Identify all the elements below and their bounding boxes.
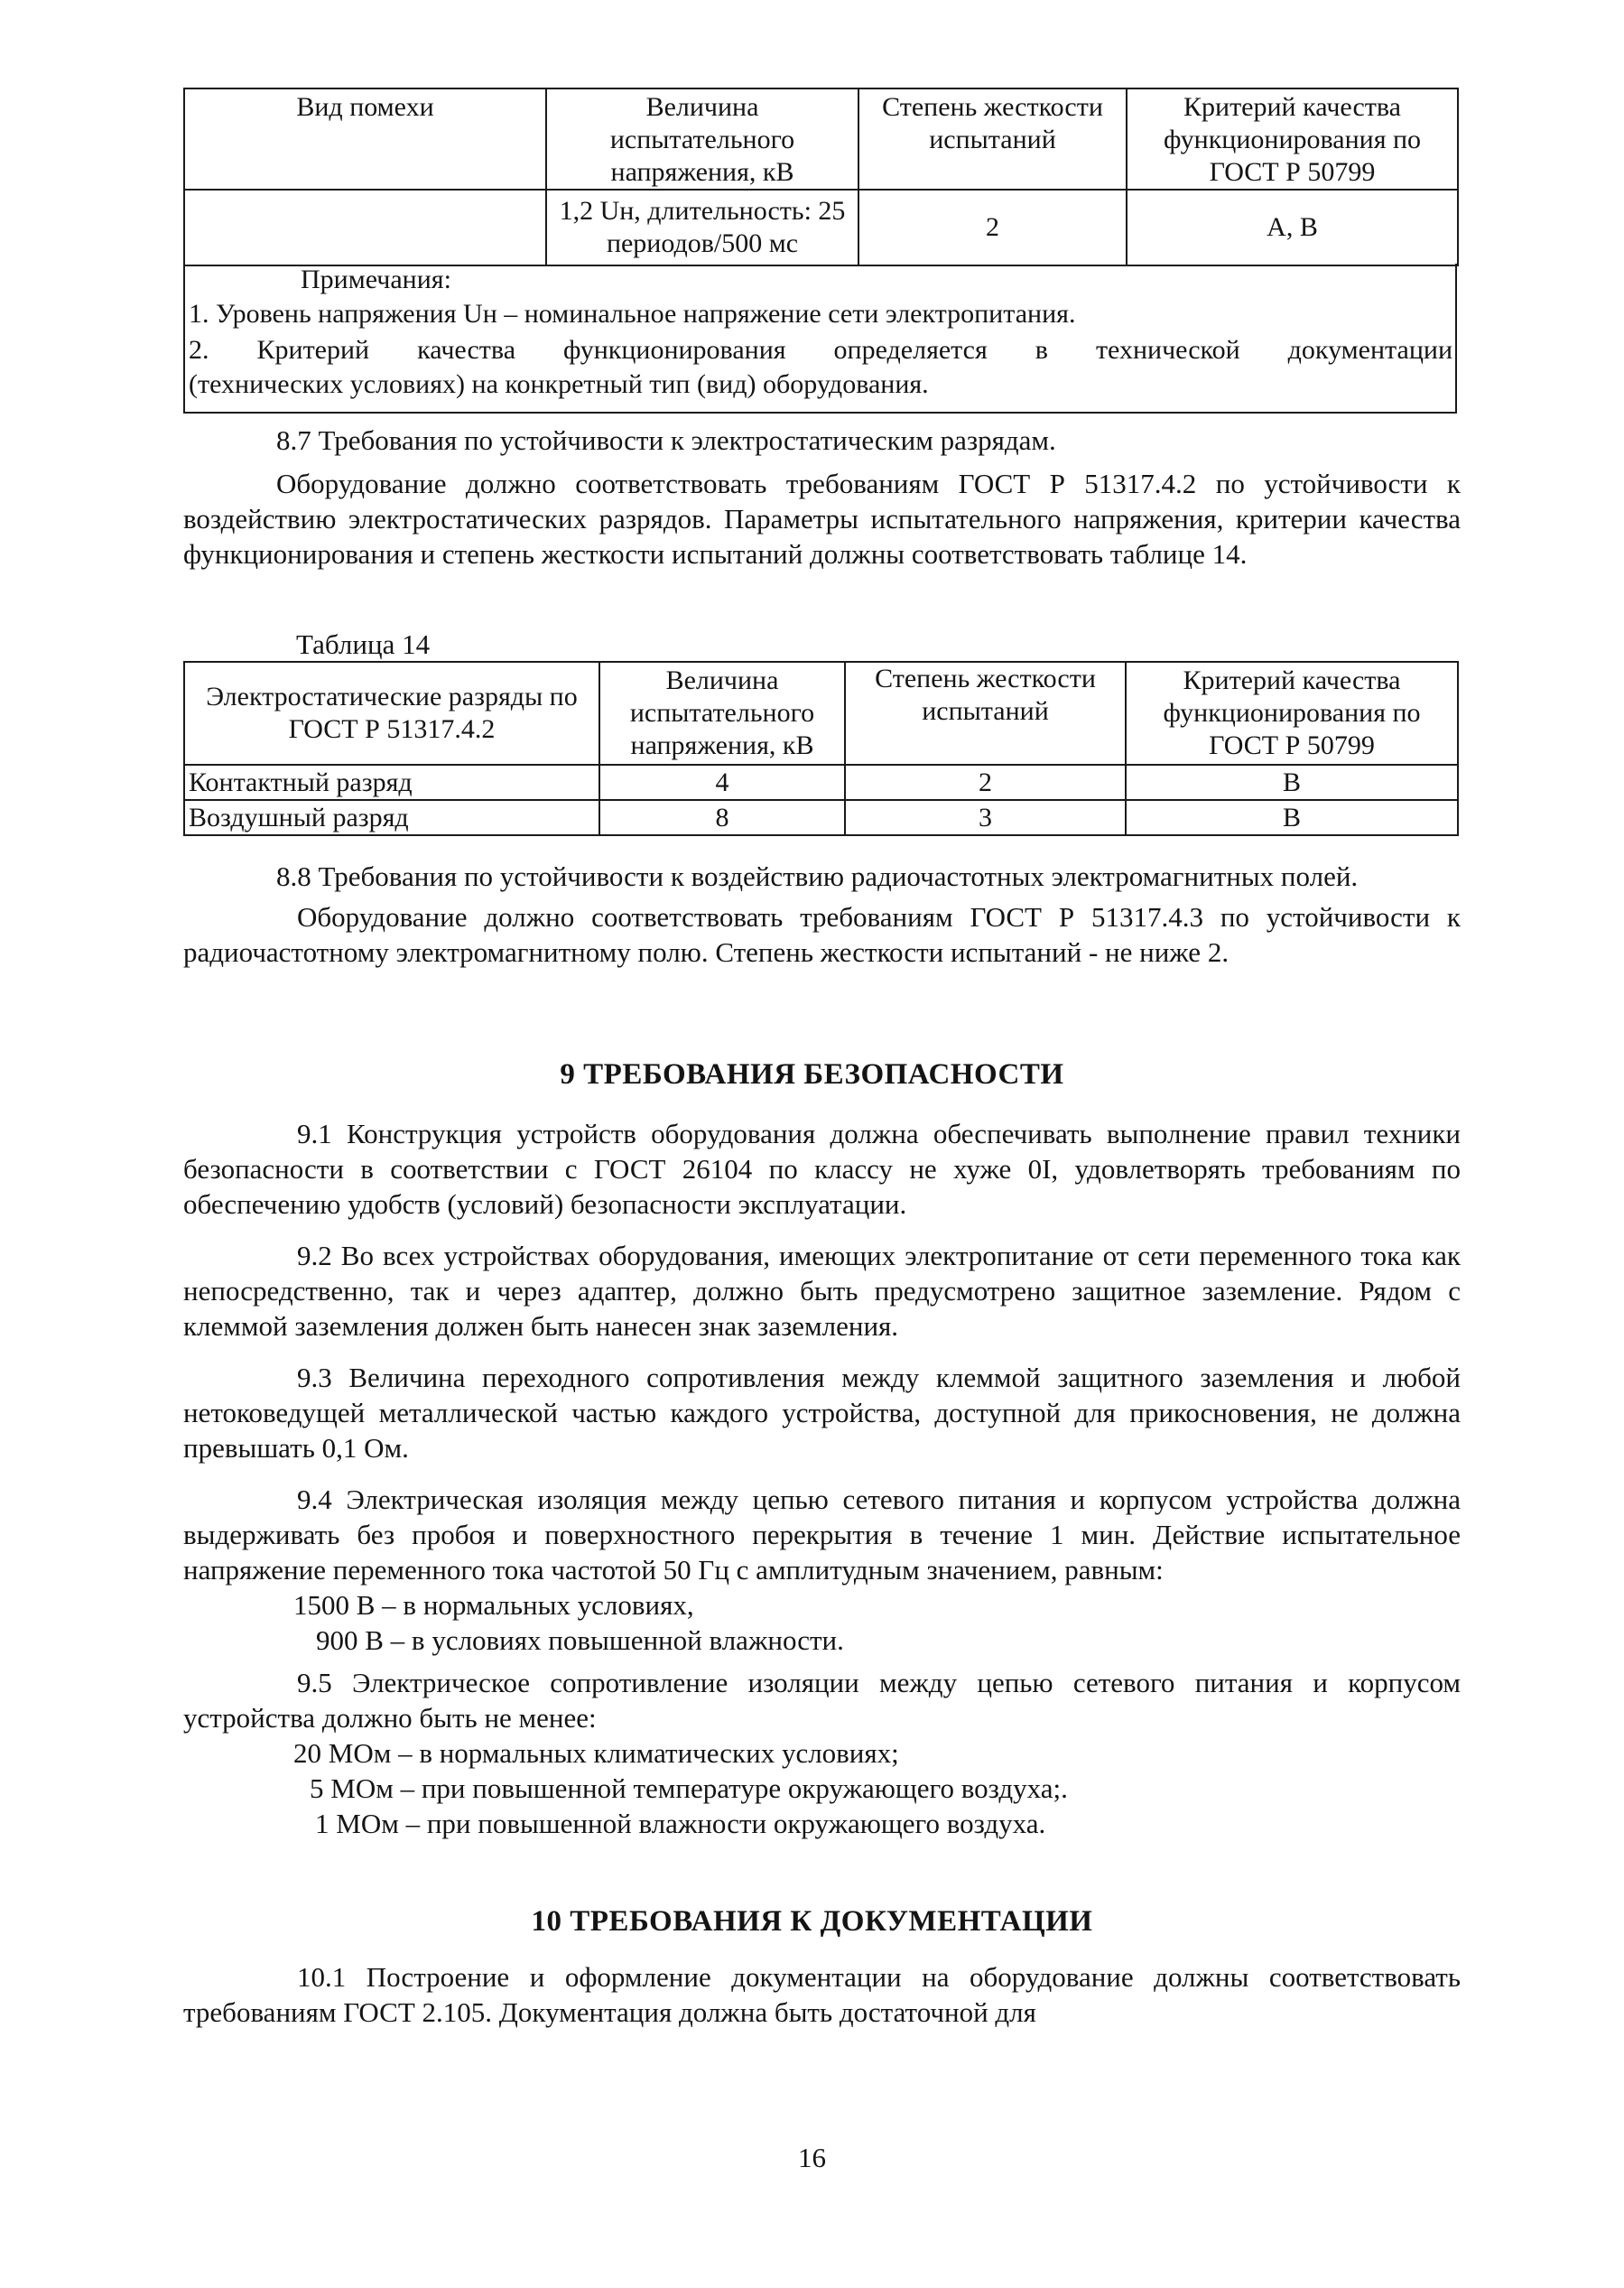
section-8-7-title: 8.7 Требования по устойчивости к электростатическим разрядам. (276, 424, 1056, 456)
table-header-cell: Критерий качества функционирования по ГОСТ Р 50799 (1126, 662, 1458, 765)
table-cell: 2 (858, 190, 1127, 265)
table-cell: В (1126, 800, 1458, 835)
list-item: 900 В – в условиях повышенной влажности. (316, 1624, 844, 1656)
section-8-8 (183, 859, 1461, 970)
table-cell: 1,2 Uн, длительность: 25 периодов/500 мс (546, 190, 858, 265)
list-item: 1500 В – в нормальных условиях, (293, 1589, 694, 1621)
section-8-7-body (183, 466, 1461, 572)
list-item: 1 МОм – при повышенной влажности окружающего воздуха. (315, 1808, 1046, 1839)
paragraph: Оборудование должно соответствовать требованиям ГОСТ Р 51317.4.2 по устойчивости к воздействию электростатических разрядов. Параметры испытательного напряжения, критерии качества функционирования и степень жесткости испытаний должны соответствовать таблице 14. (183, 468, 1461, 570)
table-row (184, 800, 1458, 835)
list-item: 20 МОм – в нормальных климатических условиях; (293, 1737, 899, 1769)
paragraph-10-1: 10.1 Построение и оформление документации на оборудование должны соответствовать требованиям ГОСТ 2.105. Документация должна быть достаточной для (183, 1961, 1461, 2028)
note-1: 1. Уровень напряжения Uн – номинальное напряжение сети электропитания. (189, 299, 1076, 329)
section-8-8-title: 8.8 Требования по устойчивости к воздействию радиочастотных электромагнитных полей. (276, 860, 1359, 892)
paragraph-9-3: 9.3 Величина переходного сопротивления между клеммой защитного заземления и любой нетоковедущей металлической частью каждого устройства, доступной для прикосновения, не должна превышать 0,1 Ом. (183, 1362, 1461, 1464)
table-header-cell: Величина испытательного напряжения, кВ (546, 88, 858, 190)
list-item: 5 МОм – при повышенной температуре окружающего воздуха;. (310, 1772, 1068, 1804)
table-notes (183, 264, 1457, 414)
table-cell: 8 (599, 800, 845, 835)
table-row (184, 190, 1458, 265)
note-2-line-2: (технических условиях) на конкретный тип (вид) оборудования. (189, 369, 929, 399)
table-cell: Воздушный разряд (184, 800, 599, 835)
section-9-heading: 9 ТРЕБОВАНИЯ БЕЗОПАСНОСТИ (560, 1058, 1064, 1091)
paragraph: Оборудование должно соответствовать требованиям ГОСТ Р 51317.4.3 по устойчивости к радиочастотному электромагнитному полю. Степень жесткости испытаний - не ниже 2. (183, 901, 1461, 968)
section-9-body (183, 1116, 1461, 1841)
paragraph-9-4: 9.4 Электрическая изоляция между цепью сетевого питания и корпусом устройства должна выдерживать без пробоя и поверхностного перекрытия в течение 1 мин. Действие испытательное напряжение переменного тока частотой 50 Гц с амплитудным значением, равным: (183, 1483, 1461, 1586)
paragraph-9-1: 9.1 Конструкция устройств оборудования должна обеспечивать выполнение правил техники безопасности в соответствии с ГОСТ 26104 по классу не хуже 0I, удовлетворять требованиям по обеспечению удобств (условий) безопасности эксплуатации. (183, 1118, 1461, 1220)
table-header-cell: Степень жесткости испытаний (845, 662, 1126, 765)
table-13 (183, 88, 1457, 266)
table-header-cell: Степень жесткости испытаний (858, 88, 1127, 190)
table-row (184, 765, 1458, 800)
table-header-cell: Величина испытательного напряжения, кВ (599, 662, 845, 765)
notes-title: Примечания: (301, 265, 451, 294)
section-10-heading: 10 ТРЕБОВАНИЯ К ДОКУМЕНТАЦИИ (531, 1905, 1093, 1938)
page-number: 16 (798, 2142, 826, 2173)
table-cell: Контактный разряд (184, 765, 599, 800)
table-cell: 4 (599, 765, 845, 800)
table-cell: А, В (1127, 190, 1458, 265)
table-header-cell: Критерий качества функционирования по ГОСТ Р 50799 (1127, 88, 1458, 190)
table-header-row (184, 88, 1458, 190)
table-header-cell: Электростатические разряды по ГОСТ Р 51317.4.2 (184, 662, 599, 765)
table-cell: В (1126, 765, 1458, 800)
section-10-body (183, 1959, 1461, 2030)
paragraph-9-5: 9.5 Электрическое сопротивление изоляции между цепью сетевого питания и корпусом устройства должно быть не менее: (183, 1667, 1461, 1734)
paragraph-9-2: 9.2 Во всех устройствах оборудования, имеющих электропитание от сети переменного тока как непосредственно, так и через адаптер, должно быть предусмотрено защитное заземление. Рядом с клеммой заземления должен быть нанесен знак заземления. (183, 1240, 1461, 1342)
table-header-cell: Вид помехи (184, 88, 546, 190)
table-cell: 3 (845, 800, 1126, 835)
table-cell (184, 190, 546, 265)
table-header-row (184, 662, 1458, 765)
table-14-caption: Таблица 14 (296, 628, 431, 660)
note-2-line-1: 2. Критерий качества функционирования определяется в технической документации (189, 335, 1452, 365)
table-cell: 2 (845, 765, 1126, 800)
table-14 (183, 661, 1457, 836)
